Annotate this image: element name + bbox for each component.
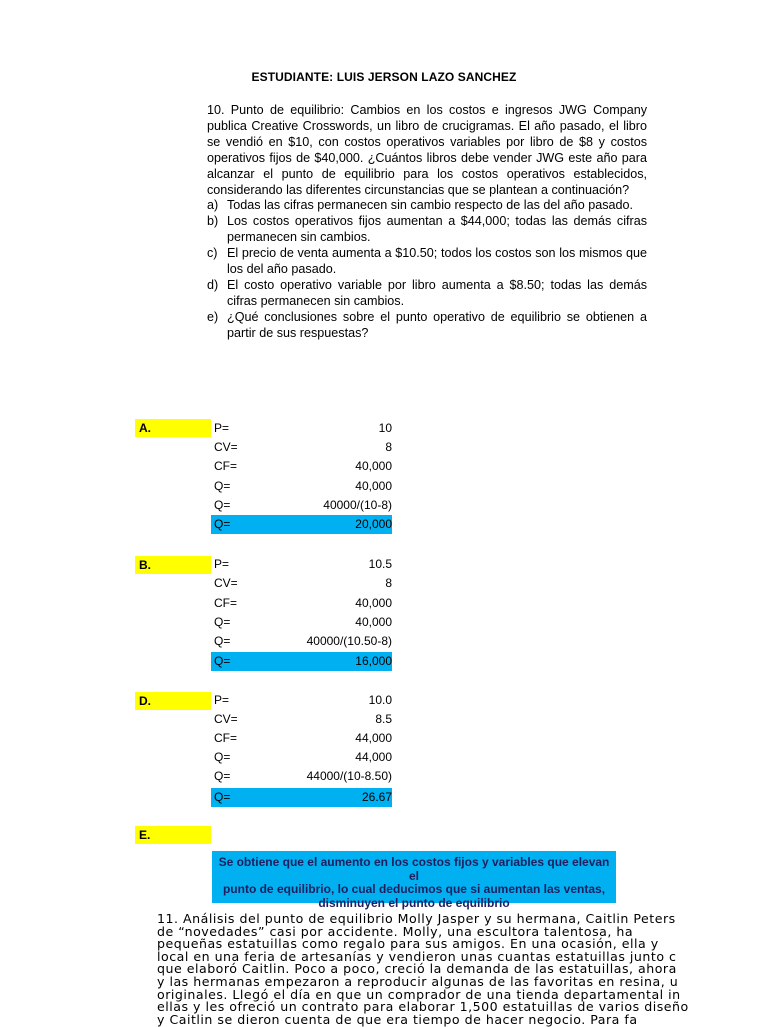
row-value: 44000/(10-8.50)	[306, 769, 392, 783]
row-value: 40,000	[355, 479, 392, 493]
row-value: 40,000	[355, 615, 392, 629]
section-a-row-cf	[211, 457, 392, 476]
row-value: 8	[385, 440, 392, 454]
item-text: Los costos operativos fijos aumentan a $44,000; todas las demás cifras permanecen sin cambios.	[227, 214, 647, 245]
row-key: CF=	[214, 596, 238, 610]
row-key: Q=	[214, 498, 231, 512]
problem-10-item-c	[207, 246, 647, 278]
problem-11-line: ellas y les ofreció un contrato para elaborar 1,500 estatuillas de varios diseño	[157, 999, 689, 1015]
section-b-result	[211, 652, 392, 671]
problem-10-item-d	[207, 278, 647, 310]
problem-11-line: de “novedades” casi por accidente. Molly, una escultora talentosa, ha	[157, 923, 634, 939]
row-key: P=	[214, 693, 230, 707]
item-letter: b)	[207, 214, 219, 229]
row-key: P=	[214, 557, 230, 571]
row-value: 10	[378, 421, 392, 435]
row-key: Q=	[214, 750, 231, 764]
problem-10-item-a	[207, 198, 647, 214]
conclusion-line: disminuyen el punto de equilibrio	[318, 895, 510, 910]
section-d-row-cv	[211, 710, 392, 729]
row-value: 44,000	[355, 731, 392, 745]
section-b-row-cf	[211, 594, 392, 613]
student-name: ESTUDIANTE: LUIS JERSON LAZO SANCHEZ	[251, 70, 517, 84]
section-d-row-q2	[211, 767, 392, 786]
problem-11-line: y las hermanas empezaron a reproducir algunas de las favoritas en resina, u	[157, 973, 679, 989]
problem-11	[157, 913, 768, 1026]
row-key: CV=	[214, 712, 238, 726]
section-b-row-q2	[211, 632, 392, 651]
section-d-row-cf	[211, 729, 392, 748]
problem-10-intro: 10. Punto de equilibrio: Cambios en los costos e ingresos JWG Company publica Creative Crosswords, un libro de crucigramas. El año pasado, el libro se vendió en $10, con costos operativos variables por libro de $8 y costos operativos fijos de $40,000. ¿Cuántos libros debe vender JWG este año para alcanzar el punto de equilibrio para los costos operativos establecidos, considerando las diferentes circunstancias que se plantean a continuación?	[207, 103, 647, 197]
conclusion-line: Se obtiene que el aumento en los costos fijos y variables que elevan el	[218, 855, 610, 883]
row-key: CV=	[214, 440, 238, 454]
section-d-result	[211, 788, 392, 807]
conclusion-line: punto de equilibrio, lo cual deducimos que si aumentan las ventas,	[222, 882, 606, 896]
row-value: 10.0	[368, 693, 392, 707]
row-key: CV=	[214, 576, 238, 590]
section-a-row-q2	[211, 496, 392, 515]
section-a-row-q1	[211, 477, 392, 496]
section-a-row-price	[211, 419, 392, 438]
problem-11-line: pequeñas estatuillas como regalo para sus amigos. En una ocasión, ella y	[157, 936, 659, 952]
row-value: 8.5	[375, 712, 392, 726]
problem-11-line: que elaboró Caitlin. Poco a poco, creció la demanda de las estatuillas, ahora	[157, 961, 677, 977]
row-key: Q=	[214, 615, 231, 629]
row-value: 44,000	[355, 750, 392, 764]
section-d-row-price	[211, 691, 392, 710]
section-a-result	[211, 515, 392, 534]
problem-11-line: 11. Análisis del punto de equilibrio Molly Jasper y su hermana, Caitlin Peters	[157, 911, 676, 926]
section-d-label: D.	[135, 692, 211, 710]
problem-11-line: originales. Llegó el día en que un comprador de una tienda departamental in	[157, 986, 681, 1002]
section-e-label: E.	[135, 826, 211, 844]
section-b-row-price	[211, 555, 392, 574]
row-value: 40000/(10.50-8)	[306, 634, 392, 648]
item-text: Todas las cifras permanecen sin cambio respecto de las del año pasado.	[227, 198, 634, 213]
problem-10-item-b	[207, 214, 647, 246]
item-text: El precio de venta aumenta a $10.50; todos los costos son los mismos que los del año pasado.	[227, 246, 647, 277]
row-key: Q=	[214, 654, 231, 668]
section-e-conclusion	[212, 851, 616, 910]
problem-10-item-e	[207, 310, 647, 342]
row-key: P=	[214, 421, 230, 435]
row-value: 40,000	[355, 596, 392, 610]
row-value: 16,000	[355, 654, 392, 668]
row-key: Q=	[214, 769, 231, 783]
item-letter: c)	[207, 246, 218, 261]
row-value: 20,000	[355, 517, 392, 531]
section-b-label: B.	[135, 556, 211, 574]
item-letter: a)	[207, 198, 219, 213]
row-key: CF=	[214, 459, 238, 473]
row-key: Q=	[214, 517, 231, 531]
section-a-label: A.	[135, 419, 211, 437]
section-b-row-q1	[211, 613, 392, 632]
item-letter: d)	[207, 277, 219, 292]
row-key: Q=	[214, 790, 231, 804]
problem-11-line: local en una feria de artesanías y vendieron unas cuantas estatuillas junto c	[157, 948, 677, 964]
item-letter: e)	[207, 309, 219, 324]
row-value: 10.5	[368, 557, 392, 571]
item-text: ¿Qué conclusiones sobre el punto operativo de equilibrio se obtienen a partir de sus respuestas?	[227, 309, 647, 340]
problem-10	[207, 103, 647, 342]
row-key: Q=	[214, 479, 231, 493]
row-value: 40000/(10-8)	[323, 498, 392, 512]
row-value: 8	[385, 576, 392, 590]
section-b-row-cv	[211, 574, 392, 593]
row-value: 26.67	[361, 790, 392, 804]
item-text: El costo operativo variable por libro aumenta a $8.50; todas las demás cifras permanecen sin cambios.	[227, 277, 647, 308]
row-key: CF=	[214, 731, 238, 745]
section-d-row-q1	[211, 748, 392, 767]
problem-11-line: y Caitlin se dieron cuenta de que era tiempo de hacer negocio. Para fa	[157, 1011, 638, 1027]
section-a-row-cv	[211, 438, 392, 457]
row-value: 40,000	[355, 459, 392, 473]
row-key: Q=	[214, 634, 231, 648]
